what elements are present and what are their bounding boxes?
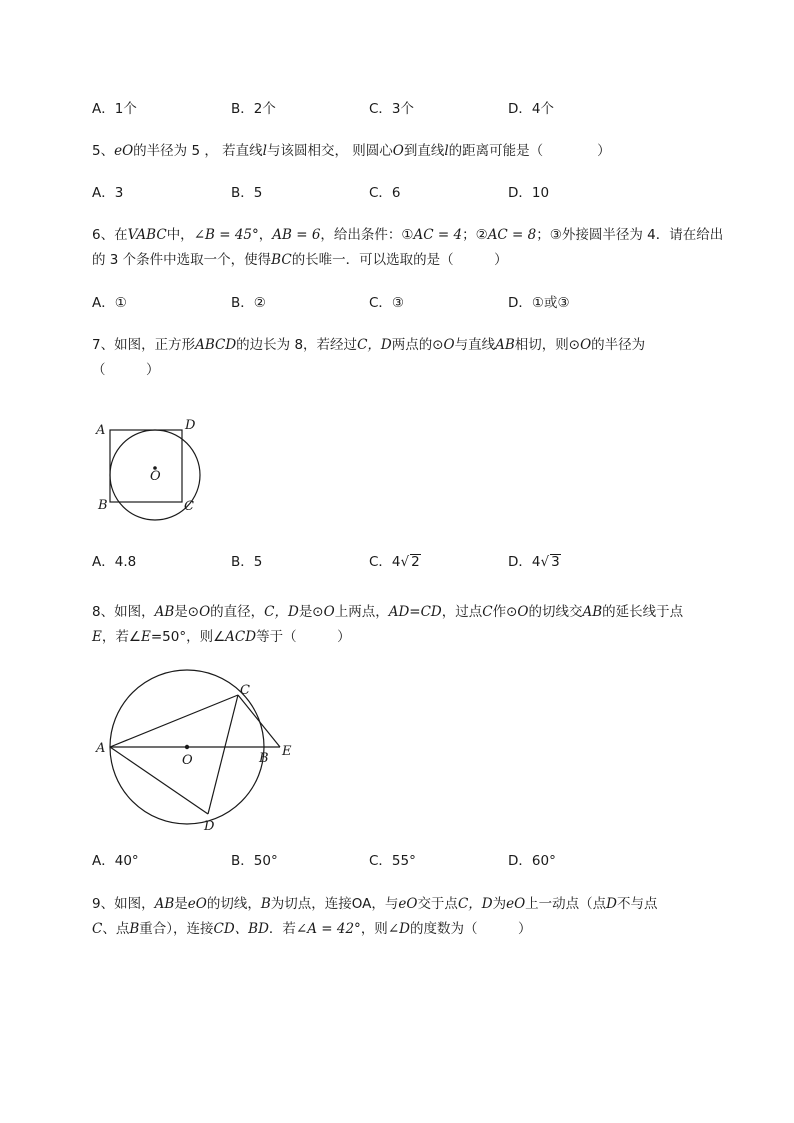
- q6-stem-line1: 6、在VABC中，∠B = 45°，AB = 6，给出条件：①AC = 4；②AC = 8；③外接圆半径为 4．请在给出: [92, 227, 724, 243]
- q4-option-d[interactable]: D．4个: [508, 101, 554, 117]
- q8-label-e: E: [282, 744, 292, 759]
- q5-option-a[interactable]: A．3: [92, 185, 124, 201]
- sqrt-icon: √: [540, 554, 550, 570]
- q7-label-a: A: [96, 423, 106, 438]
- q7-label-d: D: [185, 418, 196, 433]
- q6-stem-line2: 的 3 个条件中选取一个，使得BC的长唯一．可以选取的是（ ）: [92, 252, 508, 268]
- q8-label-c: C: [240, 683, 250, 698]
- q9-stem-line1: 9、如图，AB是eO的切线，B为切点，连接OA，与eO交于点C，D为eO上一动点（点D不与点: [92, 896, 658, 912]
- q8-option-d[interactable]: D．60°: [508, 853, 556, 869]
- q7-stem-line2: （ ）: [92, 362, 160, 378]
- q6-option-d[interactable]: D．①或③: [508, 295, 570, 311]
- q7-option-a[interactable]: A．4.8: [92, 554, 137, 570]
- q5-stem: 5、eO的半径为 5 ， 若直线l与该圆相交， 则圆心O到直线l的距离可能是（ ）: [92, 143, 611, 159]
- q8-line-cd: [208, 695, 238, 814]
- q7-stem-line1: 7、如图，正方形ABCD的边长为 8，若经过C，D两点的⊙O与直线AB相切，则⊙O的半径为: [92, 337, 646, 353]
- q4-option-b[interactable]: B．2个: [231, 101, 276, 117]
- q6-option-c[interactable]: C．③: [369, 295, 405, 311]
- q6-option-a[interactable]: A．①: [92, 295, 127, 311]
- q7-label-c: C: [184, 499, 194, 514]
- q8-line-ac: [110, 695, 238, 747]
- q8-label-o: O: [182, 753, 193, 768]
- q8-option-b[interactable]: B．50°: [231, 853, 278, 869]
- q5-option-d[interactable]: D．10: [508, 185, 550, 201]
- q9-stem-line2: C、点B重合），连接CD、BD．若∠A = 42°，则∠D的度数为（ ）: [92, 921, 532, 937]
- q7-option-b[interactable]: B．5: [231, 554, 263, 570]
- q7-square: [110, 430, 182, 502]
- q7-option-d[interactable]: D．4√ 3: [508, 554, 560, 570]
- q8-option-a[interactable]: A．40°: [92, 853, 139, 869]
- q8-label-d: D: [204, 819, 215, 834]
- q8-label-b: B: [259, 751, 269, 766]
- q8-tangent-ce: [238, 695, 280, 747]
- q8-stem-line1: 8、如图，AB是⊙O的直径，C，D是⊙O上两点，AD=CD，过点C作⊙O的切线交AB的延长线于点: [92, 604, 684, 620]
- q7-figure: [92, 412, 212, 517]
- q8-figure: [92, 668, 302, 838]
- q7-label-b: B: [98, 498, 108, 513]
- q8-line-ad: [110, 747, 208, 814]
- q8-label-a: A: [96, 741, 106, 756]
- q7-option-c[interactable]: C．4√ 2: [369, 554, 420, 570]
- sqrt-icon: √: [400, 554, 410, 570]
- q8-center-dot: [185, 745, 189, 749]
- q4-option-c[interactable]: C．3个: [369, 101, 415, 117]
- q5-option-b[interactable]: B．5: [231, 185, 263, 201]
- q8-option-c[interactable]: C．55°: [369, 853, 416, 869]
- q5-option-c[interactable]: C．6: [369, 185, 401, 201]
- q6-option-b[interactable]: B．②: [231, 295, 266, 311]
- q8-stem-line2: E，若∠E=50°，则∠ACD等于（ ）: [92, 629, 351, 645]
- q7-label-o: O: [150, 469, 161, 484]
- q4-option-a[interactable]: A．1个: [92, 101, 137, 117]
